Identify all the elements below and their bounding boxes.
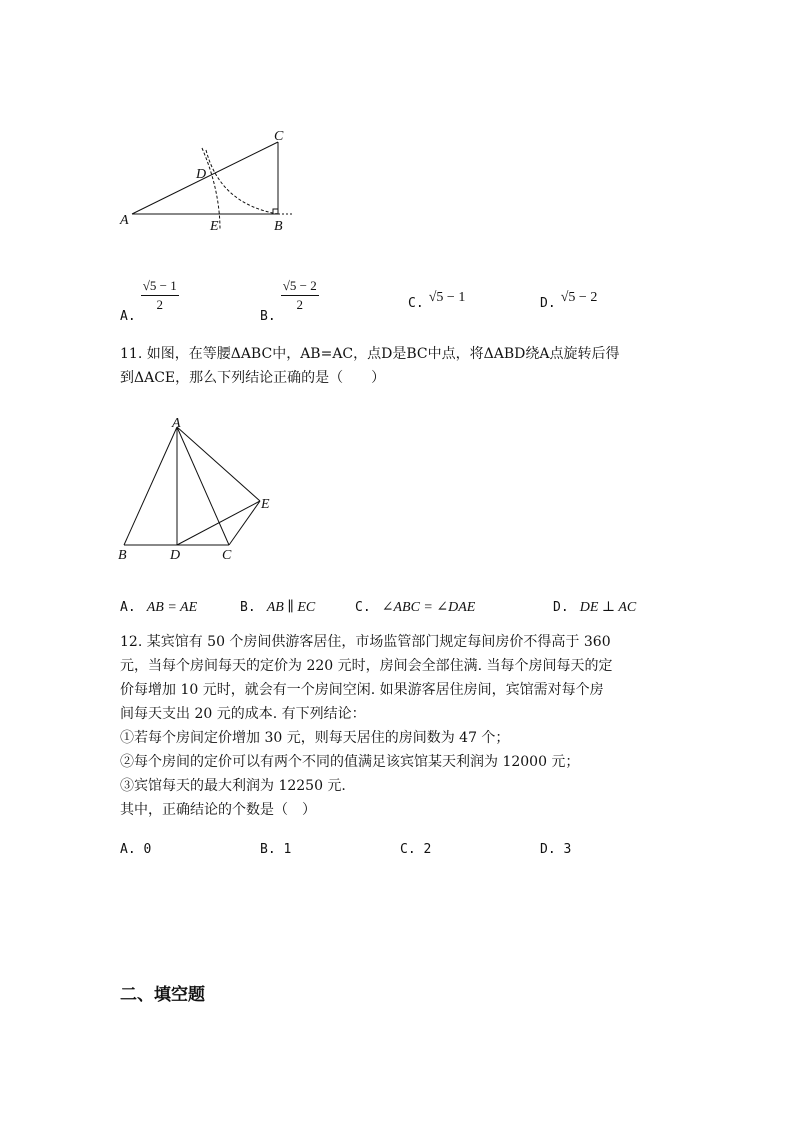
- option-label: D.: [540, 296, 556, 311]
- option-label: D.: [553, 600, 569, 615]
- expression: ∠ABC = ∠DAE: [381, 600, 476, 615]
- figure-q10-triangle: [110, 120, 310, 240]
- label-e: E: [210, 219, 219, 234]
- numerator: √5 − 2: [281, 278, 319, 296]
- q11-line-2: 到ΔACE，那么下列结论正确的是（ ）: [120, 370, 386, 386]
- label-d: D: [170, 548, 181, 563]
- q12-question: 其中，正确结论的个数是（ ）: [120, 802, 316, 818]
- q12-conclusion-2: ②每个房间的定价可以有两个不同的值满足该宾馆某天利润为 12000 元；: [120, 754, 580, 770]
- option-label: A.: [120, 309, 136, 324]
- q12-line: 间每天支出 20 元的成本. 有下列结论：: [120, 706, 366, 722]
- fraction: [141, 278, 179, 313]
- segment-ce: [229, 501, 260, 545]
- q11-option-a: [120, 596, 197, 616]
- q10-option-c: [408, 286, 466, 311]
- section-title-fill-in-blank: 二、填空题: [120, 985, 205, 1005]
- numerator: √5 − 1: [141, 278, 179, 296]
- denominator: 2: [296, 297, 303, 312]
- expression: AB ∥ EC: [266, 600, 316, 615]
- q12-line: 12. 某宾馆有 50 个房间供游客居住，市场监管部门规定每间房价不得高于 360: [120, 634, 611, 650]
- q12-text: [120, 630, 680, 822]
- q12-line: 元，当每个房间每天的定价为 220 元时，房间会全部住满. 当每个房间每天的定: [120, 658, 613, 674]
- segment-ae: [177, 427, 260, 501]
- option-label: B.: [240, 600, 256, 615]
- segment-ac: [177, 427, 229, 545]
- option-label: A.: [120, 600, 136, 615]
- q12-conclusion-1: ①若每个房间定价增加 30 元，则每天居住的房间数为 47 个；: [120, 730, 510, 746]
- option-label: B.: [260, 309, 276, 324]
- q12-line: 价每增加 10 元时，就会有一个房间空闲. 如果游客居住房间，宾馆需对每个房: [120, 682, 604, 698]
- label-c: C: [222, 548, 232, 563]
- q12-option-b: B. 1: [260, 842, 292, 857]
- label-a: A: [172, 416, 181, 431]
- option-label: C.: [408, 296, 424, 311]
- figure-q11-triangle: [110, 415, 290, 565]
- q10-option-a: [120, 278, 179, 324]
- label-b: B: [274, 219, 283, 234]
- label-a: A: [120, 213, 129, 228]
- q11-text: [120, 342, 680, 390]
- label-b: B: [118, 548, 127, 563]
- option-label: C.: [355, 600, 371, 615]
- q10-option-b: [260, 278, 319, 324]
- q12-option-d: D. 3: [540, 842, 572, 857]
- label-c: C: [274, 129, 284, 144]
- q11-line-1: 11. 如图，在等腰ΔABC中，AB=AC，点D是BC中点，将ΔABD绕A点旋转后得: [120, 346, 620, 362]
- q11-option-c: [355, 596, 475, 616]
- segment-de: [177, 501, 260, 545]
- expression: DE ⊥ AC: [579, 600, 637, 615]
- q12-option-c: C. 2: [400, 842, 432, 857]
- label-e: E: [261, 497, 270, 512]
- label-d: D: [196, 167, 207, 182]
- expression: √5 − 1: [428, 290, 466, 305]
- fraction: [281, 278, 319, 313]
- expression: √5 − 2: [560, 290, 598, 305]
- denominator: 2: [156, 297, 163, 312]
- q10-option-d: [540, 286, 598, 311]
- arc-from-a: [202, 148, 220, 230]
- expression: AB = AE: [146, 600, 198, 615]
- q12-conclusion-3: ③宾馆每天的最大利润为 12250 元.: [120, 778, 346, 794]
- q11-option-d: [553, 596, 636, 616]
- q11-option-b: [240, 596, 315, 616]
- q12-option-a: A. 0: [120, 842, 152, 857]
- segment-ab: [124, 427, 177, 545]
